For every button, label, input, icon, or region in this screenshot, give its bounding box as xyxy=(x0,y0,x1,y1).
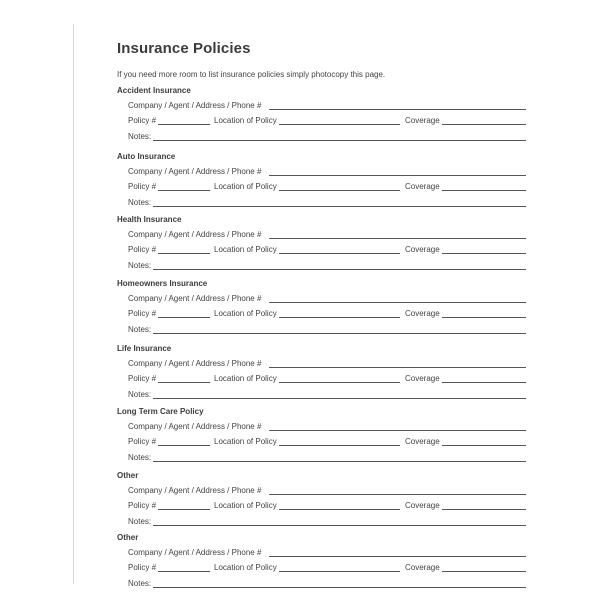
company-label: Company / Agent / Address / Phone # xyxy=(128,230,262,239)
policy-number-field[interactable] xyxy=(158,571,210,572)
notes-label: Notes: xyxy=(128,579,152,588)
location-of-policy-field[interactable] xyxy=(279,317,400,318)
section-title: Health Insurance xyxy=(117,215,182,224)
notes-field[interactable] xyxy=(153,525,526,526)
coverage-field[interactable] xyxy=(442,317,526,318)
location-of-policy-label: Location of Policy xyxy=(214,182,277,191)
coverage-label: Coverage xyxy=(405,501,440,510)
location-of-policy-label: Location of Policy xyxy=(214,245,277,254)
notes-label: Notes: xyxy=(128,325,152,334)
company-row xyxy=(128,359,526,371)
page-spine-divider xyxy=(73,24,74,584)
notes-field[interactable] xyxy=(153,587,526,588)
company-agent-address-phone-field[interactable] xyxy=(269,430,526,431)
coverage-field[interactable] xyxy=(442,571,526,572)
coverage-label: Coverage xyxy=(405,437,440,446)
company-row xyxy=(128,548,526,560)
section-title: Life Insurance xyxy=(117,344,172,353)
company-row xyxy=(128,486,526,498)
company-row xyxy=(128,422,526,434)
notes-label: Notes: xyxy=(128,517,152,526)
coverage-label: Coverage xyxy=(405,245,440,254)
location-of-policy-field[interactable] xyxy=(279,124,400,125)
policy-number-label: Policy # xyxy=(128,563,157,572)
coverage-label: Coverage xyxy=(405,116,440,125)
company-row xyxy=(128,230,526,242)
policy-row xyxy=(128,437,526,449)
policy-number-label: Policy # xyxy=(128,116,157,125)
policy-number-field[interactable] xyxy=(158,317,210,318)
company-row xyxy=(128,294,526,306)
location-of-policy-label: Location of Policy xyxy=(214,374,277,383)
company-label: Company / Agent / Address / Phone # xyxy=(128,548,262,557)
policy-number-label: Policy # xyxy=(128,374,157,383)
notes-label: Notes: xyxy=(128,261,152,270)
coverage-field[interactable] xyxy=(442,253,526,254)
policy-number-label: Policy # xyxy=(128,501,157,510)
company-agent-address-phone-field[interactable] xyxy=(269,367,526,368)
notes-label: Notes: xyxy=(128,453,152,462)
location-of-policy-label: Location of Policy xyxy=(214,437,277,446)
company-row xyxy=(128,167,526,179)
policy-number-field[interactable] xyxy=(158,190,210,191)
page-title: Insurance Policies xyxy=(117,40,251,57)
coverage-label: Coverage xyxy=(405,563,440,572)
location-of-policy-field[interactable] xyxy=(279,571,400,572)
company-row xyxy=(128,101,526,113)
company-agent-address-phone-field[interactable] xyxy=(269,302,526,303)
coverage-label: Coverage xyxy=(405,309,440,318)
notes-row xyxy=(128,453,526,465)
notes-row xyxy=(128,390,526,402)
section-title: Other xyxy=(117,471,139,480)
company-label: Company / Agent / Address / Phone # xyxy=(128,422,262,431)
section-title: Other xyxy=(117,533,139,542)
notes-field[interactable] xyxy=(153,398,526,399)
coverage-field[interactable] xyxy=(442,382,526,383)
coverage-field[interactable] xyxy=(442,190,526,191)
notes-field[interactable] xyxy=(153,333,526,334)
company-label: Company / Agent / Address / Phone # xyxy=(128,101,262,110)
policy-row xyxy=(128,309,526,321)
notes-field[interactable] xyxy=(153,461,526,462)
policy-row xyxy=(128,501,526,513)
location-of-policy-label: Location of Policy xyxy=(214,501,277,510)
company-agent-address-phone-field[interactable] xyxy=(269,494,526,495)
policy-row xyxy=(128,245,526,257)
coverage-field[interactable] xyxy=(442,124,526,125)
coverage-field[interactable] xyxy=(442,509,526,510)
location-of-policy-field[interactable] xyxy=(279,190,400,191)
policy-number-field[interactable] xyxy=(158,253,210,254)
policy-number-field[interactable] xyxy=(158,445,210,446)
location-of-policy-label: Location of Policy xyxy=(214,309,277,318)
notes-row xyxy=(128,261,526,273)
notes-row xyxy=(128,132,526,144)
policy-number-label: Policy # xyxy=(128,182,157,191)
notes-row xyxy=(128,198,526,210)
company-agent-address-phone-field[interactable] xyxy=(269,109,526,110)
company-agent-address-phone-field[interactable] xyxy=(269,238,526,239)
notes-field[interactable] xyxy=(153,269,526,270)
notes-label: Notes: xyxy=(128,198,152,207)
location-of-policy-field[interactable] xyxy=(279,509,400,510)
policy-number-field[interactable] xyxy=(158,382,210,383)
notes-label: Notes: xyxy=(128,132,152,141)
company-label: Company / Agent / Address / Phone # xyxy=(128,486,262,495)
policy-number-field[interactable] xyxy=(158,124,210,125)
policy-number-label: Policy # xyxy=(128,309,157,318)
company-label: Company / Agent / Address / Phone # xyxy=(128,294,262,303)
policy-row xyxy=(128,563,526,575)
notes-row xyxy=(128,325,526,337)
location-of-policy-label: Location of Policy xyxy=(214,116,277,125)
section-title: Homeowners Insurance xyxy=(117,279,208,288)
location-of-policy-label: Location of Policy xyxy=(214,563,277,572)
coverage-label: Coverage xyxy=(405,182,440,191)
policy-number-label: Policy # xyxy=(128,437,157,446)
policy-number-label: Policy # xyxy=(128,245,157,254)
location-of-policy-field[interactable] xyxy=(279,445,400,446)
coverage-label: Coverage xyxy=(405,374,440,383)
notes-row xyxy=(128,579,526,591)
section-title: Auto Insurance xyxy=(117,152,176,161)
policy-row xyxy=(128,116,526,128)
notes-field[interactable] xyxy=(153,206,526,207)
notes-label: Notes: xyxy=(128,390,152,399)
location-of-policy-field[interactable] xyxy=(279,382,400,383)
section-title: Accident Insurance xyxy=(117,86,191,95)
location-of-policy-field[interactable] xyxy=(279,253,400,254)
notes-row xyxy=(128,517,526,529)
coverage-field[interactable] xyxy=(442,445,526,446)
company-agent-address-phone-field[interactable] xyxy=(269,556,526,557)
policy-row xyxy=(128,374,526,386)
company-agent-address-phone-field[interactable] xyxy=(269,175,526,176)
policy-number-field[interactable] xyxy=(158,509,210,510)
policy-row xyxy=(128,182,526,194)
company-label: Company / Agent / Address / Phone # xyxy=(128,167,262,176)
section-title: Long Term Care Policy xyxy=(117,407,204,416)
intro-text: If you need more room to list insurance policies simply photocopy this page. xyxy=(117,70,386,79)
notes-field[interactable] xyxy=(153,140,526,141)
company-label: Company / Agent / Address / Phone # xyxy=(128,359,262,368)
